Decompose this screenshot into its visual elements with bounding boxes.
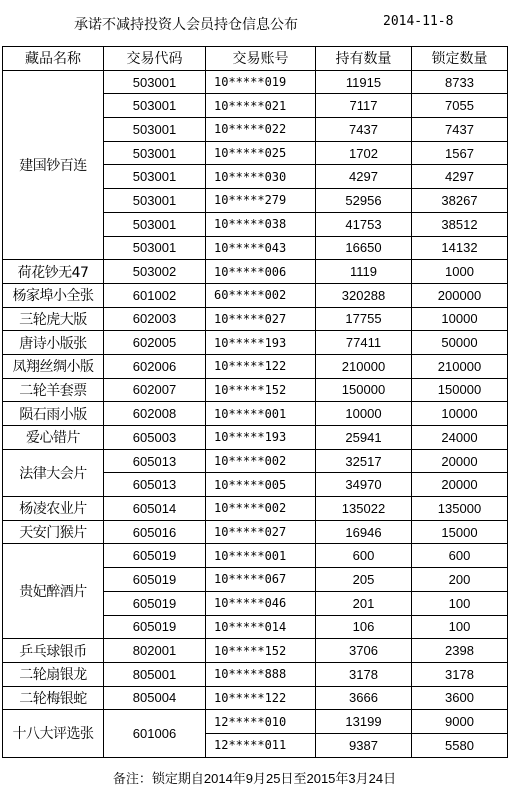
account-cell: 10*****022 bbox=[206, 118, 316, 142]
code-cell: 602006 bbox=[104, 354, 206, 378]
account-cell: 10*****046 bbox=[206, 591, 316, 615]
item-name-cell: 乒乓球银币 bbox=[3, 639, 104, 663]
code-cell: 802001 bbox=[104, 639, 206, 663]
account-cell: 10*****014 bbox=[206, 615, 316, 639]
account-cell: 10*****152 bbox=[206, 378, 316, 402]
table-row bbox=[3, 331, 508, 355]
table-row bbox=[3, 686, 508, 710]
code-cell: 605003 bbox=[104, 426, 206, 450]
held-quantity-cell: 4297 bbox=[316, 165, 412, 189]
code-cell: 605019 bbox=[104, 615, 206, 639]
table-body bbox=[3, 70, 508, 757]
account-cell: 10*****002 bbox=[206, 449, 316, 473]
locked-quantity-cell: 200 bbox=[412, 568, 508, 592]
item-name-cell: 唐诗小版张 bbox=[3, 331, 104, 355]
locked-quantity-cell: 15000 bbox=[412, 520, 508, 544]
account-cell: 10*****122 bbox=[206, 686, 316, 710]
account-cell: 10*****001 bbox=[206, 544, 316, 568]
locked-quantity-cell: 600 bbox=[412, 544, 508, 568]
held-quantity-cell: 13199 bbox=[316, 710, 412, 734]
account-cell: 10*****043 bbox=[206, 236, 316, 260]
account-cell: 10*****001 bbox=[206, 402, 316, 426]
item-name-cell: 杨家埠小全张 bbox=[3, 283, 104, 307]
locked-quantity-cell: 3178 bbox=[412, 662, 508, 686]
table-row bbox=[3, 70, 508, 94]
code-cell: 605013 bbox=[104, 449, 206, 473]
account-cell: 10*****067 bbox=[206, 568, 316, 592]
account-cell: 10*****019 bbox=[206, 70, 316, 94]
code-cell: 605013 bbox=[104, 473, 206, 497]
locked-quantity-cell: 1567 bbox=[412, 141, 508, 165]
account-cell: 10*****027 bbox=[206, 307, 316, 331]
footnote: 备注：锁定期自2014年9月25日至2015年3月24日 bbox=[112, 771, 397, 786]
table-row bbox=[3, 520, 508, 544]
code-cell: 503001 bbox=[104, 189, 206, 213]
held-quantity-cell: 210000 bbox=[316, 354, 412, 378]
locked-quantity-cell: 50000 bbox=[412, 331, 508, 355]
table-row bbox=[3, 449, 508, 473]
held-quantity-cell: 150000 bbox=[316, 378, 412, 402]
page-title bbox=[0, 0, 509, 46]
held-quantity-cell: 135022 bbox=[316, 497, 412, 521]
locked-quantity-cell: 4297 bbox=[412, 165, 508, 189]
header-held: 持有数量 bbox=[316, 47, 412, 71]
account-cell: 12*****010 bbox=[206, 710, 316, 734]
account-cell: 10*****279 bbox=[206, 189, 316, 213]
table-header-row bbox=[3, 47, 508, 71]
code-cell: 602003 bbox=[104, 307, 206, 331]
locked-quantity-cell: 9000 bbox=[412, 710, 508, 734]
item-name-cell: 法律大会片 bbox=[3, 449, 104, 496]
held-quantity-cell: 41753 bbox=[316, 212, 412, 236]
locked-quantity-cell: 38267 bbox=[412, 189, 508, 213]
code-cell: 503001 bbox=[104, 70, 206, 94]
header-name: 藏品名称 bbox=[3, 47, 104, 71]
code-cell: 503001 bbox=[104, 212, 206, 236]
account-cell: 10*****030 bbox=[206, 165, 316, 189]
table-row bbox=[3, 710, 508, 734]
code-cell: 503001 bbox=[104, 236, 206, 260]
code-cell: 805004 bbox=[104, 686, 206, 710]
item-name-cell: 二轮梅银蛇 bbox=[3, 686, 104, 710]
held-quantity-cell: 3706 bbox=[316, 639, 412, 663]
code-cell: 602007 bbox=[104, 378, 206, 402]
header-account: 交易账号 bbox=[206, 47, 316, 71]
locked-quantity-cell: 20000 bbox=[412, 473, 508, 497]
item-name-cell: 二轮羊套票 bbox=[3, 378, 104, 402]
held-quantity-cell: 25941 bbox=[316, 426, 412, 450]
locked-quantity-cell: 1000 bbox=[412, 260, 508, 284]
table-row bbox=[3, 426, 508, 450]
table-row bbox=[3, 354, 508, 378]
table-row bbox=[3, 307, 508, 331]
title-text: 承诺不减持投资人会员持仓信息公布 bbox=[74, 17, 298, 33]
held-quantity-cell: 9387 bbox=[316, 733, 412, 757]
locked-quantity-cell: 5580 bbox=[412, 733, 508, 757]
held-quantity-cell: 600 bbox=[316, 544, 412, 568]
locked-quantity-cell: 2398 bbox=[412, 639, 508, 663]
account-cell: 10*****021 bbox=[206, 94, 316, 118]
held-quantity-cell: 16946 bbox=[316, 520, 412, 544]
held-quantity-cell: 52956 bbox=[316, 189, 412, 213]
code-cell: 605016 bbox=[104, 520, 206, 544]
held-quantity-cell: 320288 bbox=[316, 283, 412, 307]
account-cell: 10*****888 bbox=[206, 662, 316, 686]
locked-quantity-cell: 135000 bbox=[412, 497, 508, 521]
held-quantity-cell: 201 bbox=[316, 591, 412, 615]
table-row bbox=[3, 402, 508, 426]
account-cell: 10*****193 bbox=[206, 426, 316, 450]
code-cell: 605019 bbox=[104, 544, 206, 568]
table-row bbox=[3, 378, 508, 402]
held-quantity-cell: 3666 bbox=[316, 686, 412, 710]
locked-quantity-cell: 100 bbox=[412, 615, 508, 639]
code-cell: 602008 bbox=[104, 402, 206, 426]
locked-quantity-cell: 3600 bbox=[412, 686, 508, 710]
account-cell: 10*****006 bbox=[206, 260, 316, 284]
title-date: 2014-11-8 bbox=[383, 14, 454, 29]
account-cell: 10*****122 bbox=[206, 354, 316, 378]
item-name-cell: 贵妃醉酒片 bbox=[3, 544, 104, 639]
header-locked: 锁定数量 bbox=[412, 47, 508, 71]
account-cell: 10*****038 bbox=[206, 212, 316, 236]
table-row bbox=[3, 544, 508, 568]
account-cell: 12*****011 bbox=[206, 733, 316, 757]
held-quantity-cell: 16650 bbox=[316, 236, 412, 260]
account-cell: 10*****002 bbox=[206, 497, 316, 521]
code-cell: 601002 bbox=[104, 283, 206, 307]
held-quantity-cell: 106 bbox=[316, 615, 412, 639]
locked-quantity-cell: 210000 bbox=[412, 354, 508, 378]
account-cell: 10*****193 bbox=[206, 331, 316, 355]
held-quantity-cell: 10000 bbox=[316, 402, 412, 426]
locked-quantity-cell: 38512 bbox=[412, 212, 508, 236]
locked-quantity-cell: 10000 bbox=[412, 402, 508, 426]
code-cell: 601006 bbox=[104, 710, 206, 757]
held-quantity-cell: 34970 bbox=[316, 473, 412, 497]
item-name-cell: 爱心错片 bbox=[3, 426, 104, 450]
item-name-cell: 天安门猴片 bbox=[3, 520, 104, 544]
held-quantity-cell: 11915 bbox=[316, 70, 412, 94]
locked-quantity-cell: 14132 bbox=[412, 236, 508, 260]
locked-quantity-cell: 20000 bbox=[412, 449, 508, 473]
account-cell: 10*****152 bbox=[206, 639, 316, 663]
account-cell: 60*****002 bbox=[206, 283, 316, 307]
held-quantity-cell: 17755 bbox=[316, 307, 412, 331]
item-name-cell: 荷花钞无47 bbox=[3, 260, 104, 284]
code-cell: 503001 bbox=[104, 141, 206, 165]
held-quantity-cell: 7437 bbox=[316, 118, 412, 142]
table-row bbox=[3, 260, 508, 284]
locked-quantity-cell: 10000 bbox=[412, 307, 508, 331]
code-cell: 605019 bbox=[104, 568, 206, 592]
code-cell: 503001 bbox=[104, 118, 206, 142]
table-row bbox=[3, 283, 508, 307]
locked-quantity-cell: 100 bbox=[412, 591, 508, 615]
held-quantity-cell: 1702 bbox=[316, 141, 412, 165]
table-row bbox=[3, 497, 508, 521]
held-quantity-cell: 77411 bbox=[316, 331, 412, 355]
code-cell: 503001 bbox=[104, 165, 206, 189]
locked-quantity-cell: 150000 bbox=[412, 378, 508, 402]
account-cell: 10*****005 bbox=[206, 473, 316, 497]
held-quantity-cell: 1119 bbox=[316, 260, 412, 284]
code-cell: 503002 bbox=[104, 260, 206, 284]
code-cell: 602005 bbox=[104, 331, 206, 355]
held-quantity-cell: 32517 bbox=[316, 449, 412, 473]
table-row bbox=[3, 662, 508, 686]
item-name-cell: 三轮虎大版 bbox=[3, 307, 104, 331]
item-name-cell: 十八大评选张 bbox=[3, 710, 104, 757]
held-quantity-cell: 205 bbox=[316, 568, 412, 592]
locked-quantity-cell: 200000 bbox=[412, 283, 508, 307]
held-quantity-cell: 7117 bbox=[316, 94, 412, 118]
holdings-table bbox=[2, 46, 508, 758]
table-row bbox=[3, 639, 508, 663]
item-name-cell: 建国钞百连 bbox=[3, 70, 104, 260]
locked-quantity-cell: 7437 bbox=[412, 118, 508, 142]
locked-quantity-cell: 24000 bbox=[412, 426, 508, 450]
header-code: 交易代码 bbox=[104, 47, 206, 71]
locked-quantity-cell: 8733 bbox=[412, 70, 508, 94]
code-cell: 605019 bbox=[104, 591, 206, 615]
held-quantity-cell: 3178 bbox=[316, 662, 412, 686]
account-cell: 10*****027 bbox=[206, 520, 316, 544]
item-name-cell: 杨凌农业片 bbox=[3, 497, 104, 521]
item-name-cell: 凤翔丝绸小版 bbox=[3, 354, 104, 378]
item-name-cell: 陨石雨小版 bbox=[3, 402, 104, 426]
code-cell: 805001 bbox=[104, 662, 206, 686]
locked-quantity-cell: 7055 bbox=[412, 94, 508, 118]
code-cell: 605014 bbox=[104, 497, 206, 521]
item-name-cell: 二轮扇银龙 bbox=[3, 662, 104, 686]
account-cell: 10*****025 bbox=[206, 141, 316, 165]
code-cell: 503001 bbox=[104, 94, 206, 118]
